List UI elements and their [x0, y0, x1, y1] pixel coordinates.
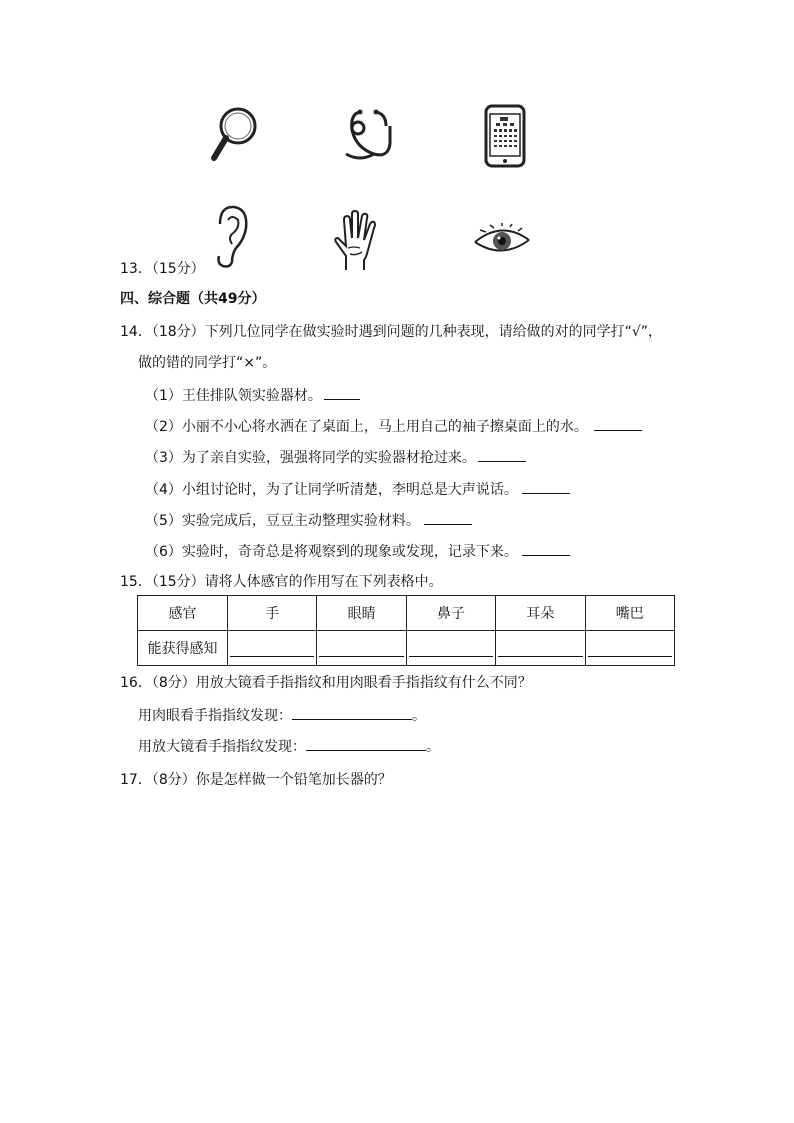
prompt-text: 用放大镜看手指指纹发现：	[138, 739, 306, 755]
question-16-line-2	[138, 736, 440, 757]
question-14-item-2	[145, 416, 642, 437]
eye-icon	[472, 218, 532, 258]
eye-chart-phone-icon	[484, 104, 526, 168]
hand-icon	[332, 210, 380, 272]
prompt-text: 用肉眼看手指指纹发现：	[138, 708, 292, 724]
period: 。	[412, 708, 426, 724]
item-text: （3）为了亲自实验，强强将同学的实验器材抢过来。	[145, 450, 476, 466]
answer-blank[interactable]	[522, 541, 570, 556]
magnifying-glass-icon	[206, 104, 264, 164]
header-cell: 眼睛	[317, 596, 406, 631]
answer-blank[interactable]	[522, 479, 570, 494]
item-text: （1）王佳排队领实验器材。	[145, 388, 322, 404]
row-label: 能获得感知	[138, 631, 228, 666]
answer-blank[interactable]	[292, 705, 412, 720]
item-text: （5）实验完成后，豆豆主动整理实验材料。	[145, 513, 420, 529]
header-cell: 耳朵	[496, 596, 585, 631]
question-15-stem: 15．（15分）请将人体感官的作用写在下列表格中。	[120, 574, 443, 590]
stethoscope-icon	[340, 104, 400, 168]
question-14-item-6	[145, 541, 570, 562]
header-cell: 鼻子	[406, 596, 495, 631]
section-heading: 四、综合题（共49分）	[120, 291, 266, 307]
table-header-row	[138, 596, 675, 631]
question-14-item-3	[145, 447, 526, 468]
question-14-item-1	[145, 385, 360, 406]
senses-table	[137, 595, 675, 666]
answer-blank[interactable]	[424, 510, 472, 525]
question-16-line-1	[138, 705, 426, 726]
item-text: （2）小丽不小心将水洒在了桌面上，马上用自己的袖子擦桌面上的水。	[145, 419, 588, 435]
answer-blank[interactable]	[594, 416, 642, 431]
answer-cell[interactable]	[317, 631, 406, 666]
header-cell: 手	[228, 596, 317, 631]
item-text: （4）小组讨论时，为了让同学听清楚，李明总是大声说话。	[145, 482, 518, 498]
answer-cell[interactable]	[406, 631, 495, 666]
question-16-stem: 16．（8分）用放大镜看手指指纹和用肉眼看手指指纹有什么不同？	[120, 675, 532, 691]
answer-cell[interactable]	[228, 631, 317, 666]
header-cell: 感官	[138, 596, 228, 631]
ear-icon	[210, 204, 250, 270]
question-17-stem: 17．（8分）你是怎样做一个铅笔加长器的？	[120, 772, 392, 788]
period: 。	[426, 739, 440, 755]
question-13: 13．（15分）	[120, 261, 205, 277]
header-cell: 嘴巴	[585, 596, 674, 631]
table-row	[138, 631, 675, 666]
answer-cell[interactable]	[496, 631, 585, 666]
question-14-stem: 14．（18分）下列几位同学在做实验时遇到问题的几种表现，请给做的对的同学打“√”，	[120, 324, 663, 340]
answer-cell[interactable]	[585, 631, 674, 666]
question-14-item-4	[145, 479, 570, 500]
answer-blank[interactable]	[478, 447, 526, 462]
question-14-item-5	[145, 510, 472, 531]
question-14-stem-cont: 做的错的同学打“×”。	[138, 355, 277, 371]
answer-blank[interactable]	[324, 385, 360, 400]
item-text: （6）实验时，奇奇总是将观察到的现象或发现，记录下来。	[145, 544, 518, 560]
answer-blank[interactable]	[306, 736, 426, 751]
